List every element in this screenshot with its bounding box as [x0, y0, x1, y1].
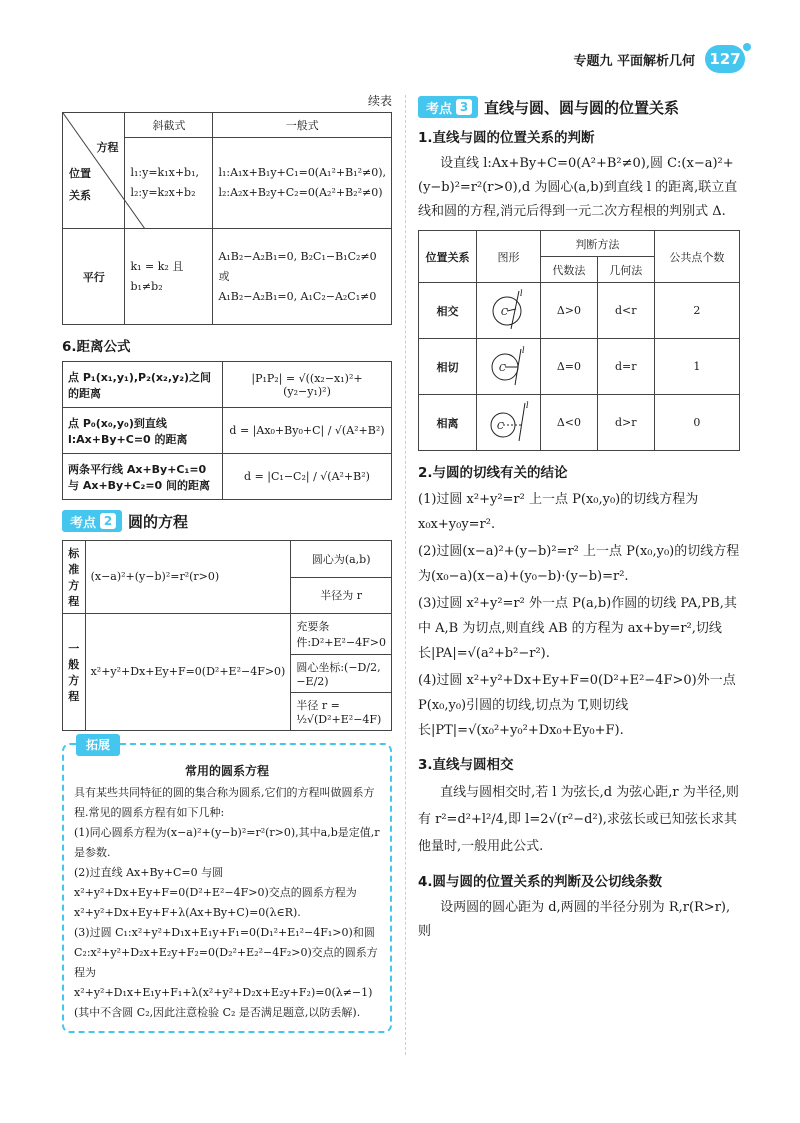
svg-text:l: l — [519, 289, 523, 298]
std-eq: (x−a)²+(y−b)²=r²(r>0) — [85, 541, 291, 614]
std-center: 圆心为(a,b) — [291, 541, 392, 578]
circle-equation-table — [62, 540, 392, 731]
kaodian-3-badge-text: 考点 — [426, 101, 453, 117]
extension-p3: (3)过圆 C₁:x²+y²+D₁x+E₁y+F₁=0(D₁²+E₁²−4F₁>0)和圆 C₂:x²+y²+D₂x+E₂y+F₂=0(D₂²+E₂²−4F₂>0)交点的圆系方程为 x²+y²+D₁x+E₁y+F₁+λ(x²+y²+D₂x+E₂y+F₂)=0(λ≠−1)(其中不含圆 C₂,因此注意检验 C₂ 是否满足题意,以防丢解). — [74, 926, 378, 1019]
s2-item-1: (1)过圆 x²+y²=r² 上一点 P(x₀,y₀)的切线方程为 x₀x+y₀y=r². — [418, 492, 699, 532]
parallel-cond-1: A₁B₂−A₂B₁=0, B₂C₁−B₁C₂≠0 — [218, 249, 377, 263]
intersect-diagram-icon — [487, 287, 531, 331]
h-method: 判断方法 — [541, 231, 655, 257]
rel-tangent: 相切 — [419, 339, 477, 395]
count-tangent: 1 — [654, 339, 739, 395]
svg-text:l: l — [525, 401, 529, 410]
rel-separate: 相离 — [419, 395, 477, 451]
gen-center: 圆心坐标:(−D/2, −E/2) — [291, 655, 392, 693]
gen-eq: x²+y²+Dx+Ey+F=0(D²+E²−4F>0) — [85, 614, 291, 731]
page-header — [573, 44, 745, 74]
parallel-general-cond — [213, 229, 392, 325]
alg-intersect: Δ>0 — [541, 283, 598, 339]
extension-tag: 拓展 — [76, 734, 120, 756]
h-count: 公共点个数 — [654, 231, 739, 283]
distance-table — [62, 361, 392, 500]
diag-bottom-label: 位置关系 — [69, 167, 91, 202]
parallel-label: 平行 — [63, 229, 125, 325]
extension-p2: (2)过直线 Ax+By+C=0 与圆 x²+y²+Dx+Ey+F=0(D²+E²−4F>0)交点的圆系方程为 x²+y²+Dx+Ey+F+λ(Ax+By+C)=0(λ∈R). — [74, 866, 357, 919]
h-figure: 图形 — [477, 231, 541, 283]
svg-text:C: C — [498, 364, 506, 374]
s3-text: 直线与圆相交时,若 l 为弦长,d 为弦心距,r 为半径,则有 r²=d²+l²/4,即 l=2√(r²−d²),求弦长或已知弦长求其他量时,一般用此公式. — [418, 785, 739, 854]
geo-separate: d>r — [597, 395, 654, 451]
slope-form-cell: l₁:y=k₁x+b₁, l₂:y=k₂x+b₂ — [125, 138, 213, 229]
count-separate: 0 — [654, 395, 739, 451]
s2-title: 2.与圆的切线有关的结论 — [418, 465, 568, 481]
continued-label: 续表 — [367, 94, 392, 108]
kaodian-3-heading — [418, 96, 740, 118]
page-number — [705, 45, 745, 73]
kaodian-2-title: 圆的方程 — [128, 512, 189, 531]
separate-diagram-icon — [487, 399, 531, 443]
kaodian-3-badge — [418, 96, 478, 118]
svg-text:C: C — [500, 308, 508, 318]
parallel-cond-2: A₁B₂−A₂B₁=0, A₁C₂−A₂C₁≠0 — [218, 289, 377, 303]
s4-text: 设两圆的圆心距为 d,两圆的半径分别为 R,r(R>r),则 — [418, 900, 731, 939]
diagonal-header-cell — [63, 113, 125, 229]
dist-label-3: 两条平行线 Ax+By+C₁=0 与 Ax+By+C₂=0 间的距离 — [63, 454, 223, 500]
s2-item-2: (2)过圆(x−a)²+(y−b)²=r² 上一点 P(x₀,y₀)的切线方程为(x₀−a)(x−a)+(y₀−b)·(y−b)=r². — [418, 544, 740, 584]
s2-item-3: (3)过圆 x²+y²=r² 外一点 P(a,b)作圆的切线 PA,PB,其中 A,B 为切点,则直线 AB 的方程为 ax+by=r²,切线长|PA|=√(a²+b²−r²). — [418, 596, 737, 661]
h-algebraic: 代数法 — [541, 257, 598, 283]
std-eq-label: 标准方程 — [63, 541, 86, 614]
extension-intro: 具有某些共同特征的圆的集合称为圆系,它们的方程叫做圆系方程.常见的圆系方程有如下几种: — [74, 786, 375, 819]
kaodian-2-number: 2 — [100, 513, 116, 529]
col-header-slope: 斜截式 — [125, 113, 213, 138]
alg-separate: Δ<0 — [541, 395, 598, 451]
s4-title: 4.圆与圆的位置关系的判断及公切线条数 — [418, 874, 663, 890]
kaodian-2-badge — [62, 510, 122, 532]
svg-text:C: C — [496, 422, 504, 432]
extension-p1: (1)同心圆系方程为(x−a)²+(y−b)²=r²(r>0),其中a,b是定值,r是参数. — [74, 826, 380, 859]
fig-tangent — [477, 339, 541, 395]
line-equation-table — [62, 112, 392, 325]
s1-text: 设直线 l:Ax+By+C=0(A²+B²≠0),圆 C:(x−a)²+(y−b)²=r²(r>0),d 为圆心(a,b)到直线 l 的距离,联立直线和圆的方程,消元后得到一元二次方程根的判别式 Δ. — [418, 156, 738, 219]
count-intersect: 2 — [654, 283, 739, 339]
col-header-general: 一般式 — [213, 113, 392, 138]
kaodian-2-badge-text: 考点 — [70, 515, 97, 531]
geo-intersect: d<r — [597, 283, 654, 339]
column-divider — [405, 95, 406, 1055]
dist-formula-2: d = |Ax₀+By₀+C| / √(A²+B²) — [223, 408, 392, 454]
s1-title: 1.直线与圆的位置关系的判断 — [418, 130, 595, 146]
fig-separate — [477, 395, 541, 451]
h-geometric: 几何法 — [597, 257, 654, 283]
s2-item-4: (4)过圆 x²+y²+Dx+Ey+F=0(D²+E²−4F>0)外一点P(x₀,y₀)引圆的切线,切点为 T,则切线长|PT|=√(x₀²+y₀²+Dx₀+Ey₀+F). — [418, 673, 736, 738]
gen-eq-label: 一般方程 — [63, 614, 86, 731]
dist-formula-3: d = |C₁−C₂| / √(A²+B²) — [223, 454, 392, 500]
std-radius: 半径为 r — [291, 577, 392, 614]
chapter-title: 专题九 平面解析几何 — [573, 53, 695, 69]
dist-label-2: 点 P₀(x₀,y₀)到直线 l:Ax+By+C=0 的距离 — [63, 408, 223, 454]
h-relation: 位置关系 — [419, 231, 477, 283]
page-number-text: 127 — [709, 50, 741, 68]
gen-radius: 半径 r = ½√(D²+E²−4F) — [291, 693, 392, 731]
left-column — [62, 92, 392, 1033]
extension-box — [62, 738, 392, 1033]
kaodian-3-number: 3 — [456, 99, 472, 115]
dist-formula-1: |P₁P₂| = √((x₂−x₁)²+(y₂−y₁)²) — [223, 362, 392, 408]
rel-intersect: 相交 — [419, 283, 477, 339]
diag-top-label: 方程 — [96, 141, 119, 154]
s3-title: 3.直线与圆相交 — [418, 757, 514, 773]
page-dot-decoration — [743, 43, 751, 51]
alg-tangent: Δ=0 — [541, 339, 598, 395]
tangent-diagram-icon — [487, 343, 531, 387]
extension-title: 常用的圆系方程 — [184, 764, 269, 778]
kaodian-2-heading — [62, 510, 392, 532]
kaodian-3-title: 直线与圆、圆与圆的位置关系 — [484, 98, 680, 117]
svg-text:l: l — [521, 346, 525, 355]
fig-intersect — [477, 283, 541, 339]
right-column — [418, 92, 740, 944]
position-relation-table — [418, 230, 740, 451]
geo-tangent: d=r — [597, 339, 654, 395]
general-form-cell: l₁:A₁x+B₁y+C₁=0(A₁²+B₁²≠0), l₂:A₂x+B₂y+C₂=0(A₂²+B₂²≠0) — [213, 138, 392, 229]
parallel-cond-or: 或 — [218, 269, 230, 283]
parallel-slope-cond: k₁ = k₂ 且 b₁≠b₂ — [125, 229, 213, 325]
distance-section-title: 6.距离公式 — [62, 339, 131, 355]
gen-condition: 充要条件:D²+E²−4F>0 — [291, 614, 392, 655]
dist-label-1: 点 P₁(x₁,y₁),P₂(x₂,y₂)之间的距离 — [63, 362, 223, 408]
